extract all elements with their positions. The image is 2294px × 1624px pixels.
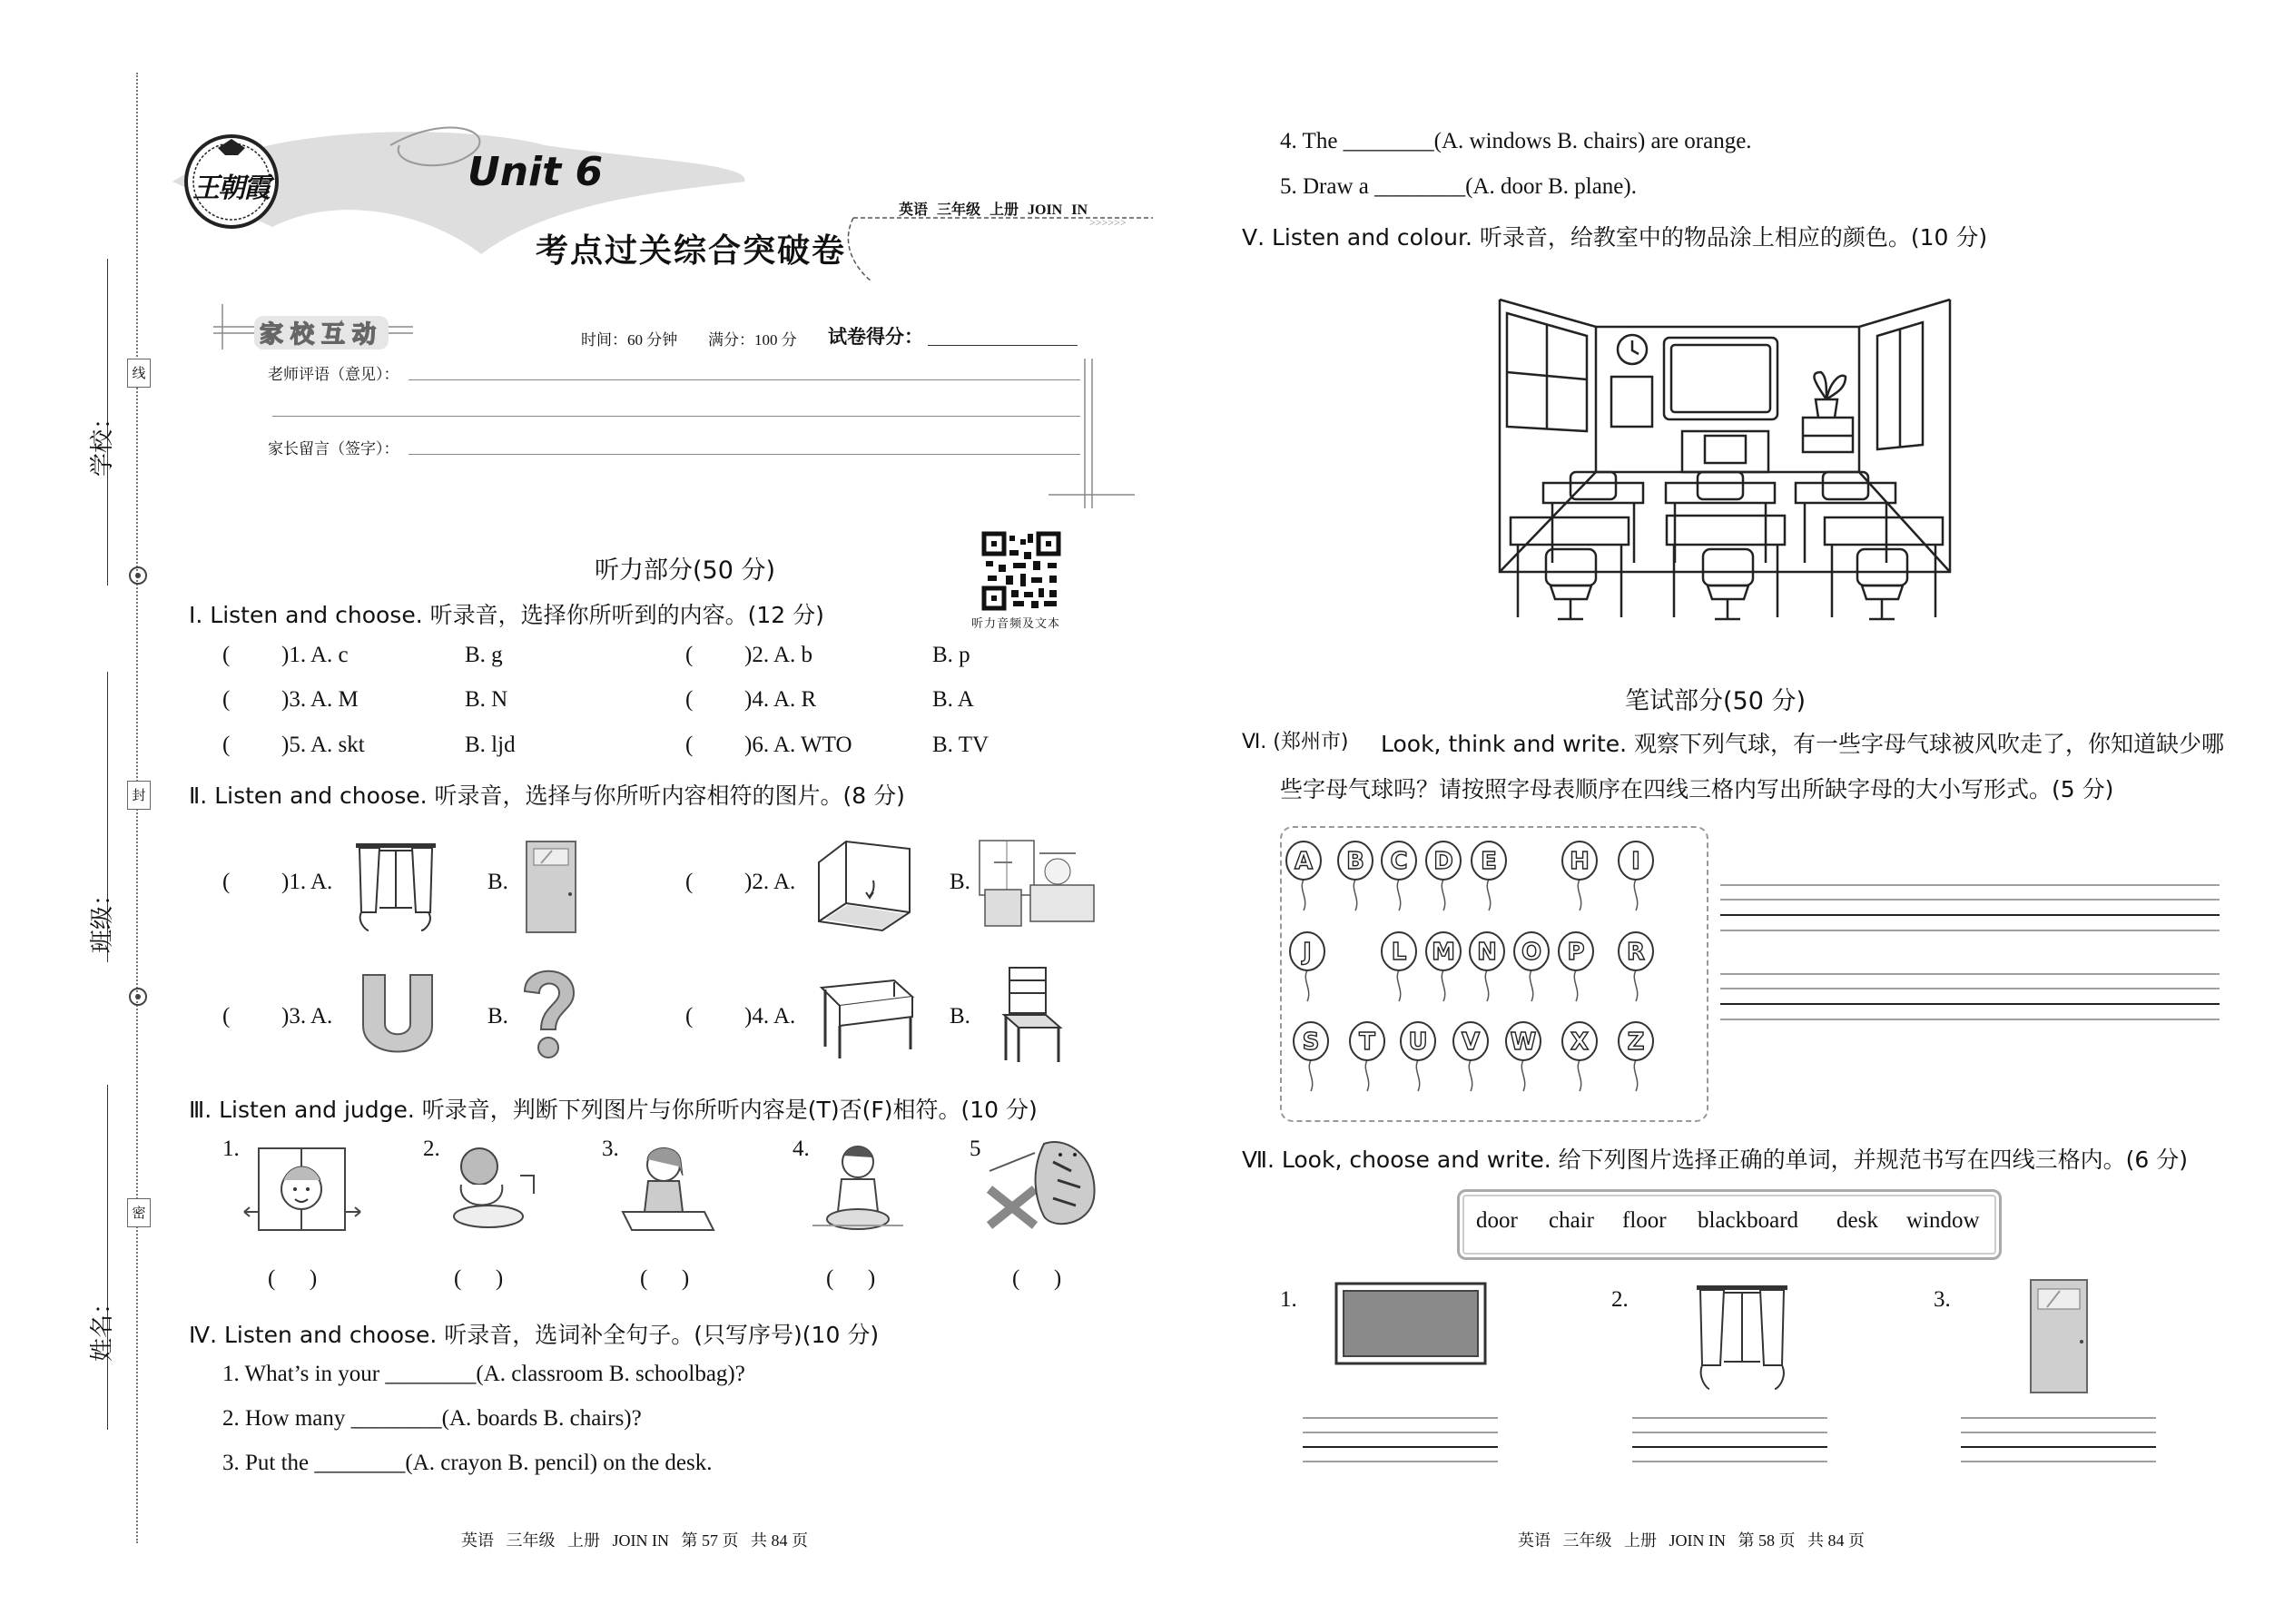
s7-num-1: 1. (1280, 1287, 1297, 1312)
full-score: 满分：100 分 (708, 331, 797, 349)
section-6-title-2: 些字母气球吗？请按照字母表顺序在四线三格内写出所缺字母的大小写形式。(5 分) (1280, 776, 2114, 802)
s3-answer-2[interactable]: ( ) (454, 1266, 504, 1291)
balloon-W (1506, 1022, 1541, 1091)
s3-num-5: 5 (970, 1137, 981, 1161)
q1-3-paren[interactable]: ( (222, 687, 231, 712)
q1-5: )5. A. skt (281, 733, 365, 757)
section-7-title: Ⅶ. Look, choose and write. 给下列图片选择正确的单词，并规范书写在四线三格内。(6 分) (1242, 1147, 2188, 1173)
section-6-prefix: Ⅵ. (郑州市) (1242, 731, 1349, 753)
s3-num-3: 3. (602, 1137, 619, 1161)
banner-jiaxiao: 家校互动 (254, 316, 389, 349)
window-curtain-picture (352, 840, 439, 935)
room-cube-picture (810, 840, 914, 935)
q2-1: )1. A. (281, 870, 333, 894)
balloon-group (1280, 826, 1707, 1126)
section-4-title: Ⅳ. Listen and choose. 听录音，选词补全句子。(只写序号)(10 分) (189, 1322, 880, 1348)
question-mark-picture (517, 964, 581, 1064)
balloon-letter-H: H (1570, 848, 1590, 875)
word-blackboard: blackboard (1698, 1208, 1799, 1233)
score-label: 试卷得分： (828, 326, 923, 348)
word-window: window (1906, 1208, 1980, 1233)
q2-3-b-label: B. (487, 1004, 508, 1029)
s3-num-1: 1. (222, 1137, 240, 1161)
balloon-letter-L: L (1391, 939, 1407, 966)
book-info: 英语 三年级 上册 JOIN IN (899, 202, 1088, 218)
parent-line (409, 454, 1080, 455)
q1-1-b: B. g (465, 643, 503, 667)
q1-5-b: B. ljd (465, 733, 516, 757)
exam-subtitle: 考点过关综合突破卷 (536, 232, 847, 269)
score-line (928, 345, 1078, 346)
balloon-C (1382, 842, 1416, 910)
boy-window-picture (241, 1139, 363, 1239)
door-picture-2 (2029, 1278, 2092, 1396)
balloon-letter-J: J (1303, 939, 1312, 966)
q2-4: )4. A. (744, 1004, 796, 1029)
school-label: 学校： (89, 405, 116, 477)
girl-drawing-picture (614, 1139, 718, 1239)
qr-caption: 听力音频及文本 (971, 616, 1061, 630)
q1-2-paren[interactable]: ( (685, 643, 694, 667)
word-chair: chair (1549, 1208, 1594, 1233)
balloon-letter-Z: Z (1627, 1029, 1645, 1056)
letter-u-picture (352, 969, 443, 1065)
balloon-I (1619, 842, 1653, 910)
balloon-V (1453, 1022, 1488, 1091)
writing-grid-s7-2[interactable] (1632, 1416, 1827, 1480)
s4-sentence-2: 2. How many ________(A. boards B. chairs)? (222, 1406, 642, 1431)
balloon-letter-I: I (1631, 848, 1640, 875)
door-picture (525, 840, 579, 935)
balloon-letter-S: S (1302, 1029, 1320, 1056)
word-floor: floor (1622, 1208, 1667, 1233)
s3-answer-3[interactable]: ( ) (640, 1266, 690, 1291)
q2-4-b-label: B. (950, 1004, 970, 1029)
seal-xian: 线 (127, 359, 151, 388)
q2-4-paren[interactable]: ( (685, 1004, 694, 1029)
balloon-S (1294, 1022, 1328, 1091)
balloon-letter-B: B (1346, 848, 1364, 875)
s7-num-2: 2. (1611, 1287, 1629, 1312)
chair-picture (999, 964, 1067, 1066)
balloon-J (1290, 932, 1324, 1001)
balloon-letter-N: N (1477, 939, 1497, 966)
writing-grid-s7-3[interactable] (1961, 1416, 2156, 1480)
q1-3-b: B. N (465, 687, 508, 712)
binding-rule-3 (107, 1085, 108, 1430)
section-6-title-1: Look, think and write. 观察下列气球，有一些字母气球被风吹走了，你知道缺少哪 (1381, 731, 2225, 757)
balloon-R (1619, 932, 1653, 1001)
balloon-B (1338, 842, 1373, 910)
q2-3: )3. A. (281, 1004, 333, 1029)
s3-num-2: 2. (423, 1137, 440, 1161)
balloon-Z (1619, 1022, 1653, 1091)
balloon-N (1470, 932, 1504, 1001)
balloon-letter-R: R (1626, 939, 1646, 966)
balloon-letter-P: P (1567, 939, 1585, 966)
class-label: 班级： (89, 881, 116, 953)
q1-1: )1. A. c (281, 643, 349, 667)
writing-grid-s6[interactable] (1720, 876, 2220, 1067)
balloon-E (1472, 842, 1506, 910)
q2-1-b-label: B. (487, 870, 508, 894)
q2-2-b-label: B. (950, 870, 970, 894)
writing-title: 笔试部分(50 分) (1625, 687, 1807, 715)
word-desk: desk (1836, 1208, 1878, 1233)
balloon-letter-M: M (1432, 939, 1455, 966)
q2-2-paren[interactable]: ( (685, 870, 694, 894)
q1-6: )6. A. WTO (744, 733, 852, 757)
q1-2: )2. A. b (744, 643, 812, 667)
q1-4-paren[interactable]: ( (685, 687, 694, 712)
section-5-title: Ⅴ. Listen and colour. 听录音，给教室中的物品涂上相应的颜色。(10 分) (1242, 224, 1988, 251)
footer-left: 英语 三年级 上册 JOIN IN 第 57 页 共 84 页 (461, 1531, 808, 1550)
q1-4-b: B. A (932, 687, 974, 712)
parent-comment-label: 家长留言（签字）： (268, 440, 399, 458)
q1-5-paren[interactable]: ( (222, 733, 231, 757)
section-3-title: Ⅲ. Listen and judge. 听录音，判断下列图片与你所听内容是(T)否(F)相符。(10 分) (189, 1097, 1038, 1123)
classroom-picture[interactable] (1496, 272, 1950, 622)
balloon-L (1382, 932, 1416, 1001)
time-info: 时间：60 分钟 (581, 331, 678, 349)
q1-4: )4. A. R (744, 687, 817, 712)
balloon-letter-W: W (1510, 1029, 1537, 1056)
writing-grid-s7-1[interactable] (1303, 1416, 1498, 1480)
s3-num-4: 4. (793, 1137, 810, 1161)
teacher-line-2 (272, 416, 1080, 417)
q1-6-b: B. TV (932, 733, 989, 757)
boy-tidying-picture (803, 1139, 912, 1239)
balloon-H (1562, 842, 1597, 910)
balloon-letter-T: T (1359, 1029, 1375, 1056)
q1-6-paren[interactable]: ( (685, 733, 694, 757)
teacher-comment-label: 老师评语（意见）： (268, 366, 399, 383)
balloon-letter-U: U (1408, 1029, 1428, 1056)
bedroom-picture (976, 835, 1098, 935)
balloon-A (1286, 842, 1321, 910)
balloon-letter-D: D (1433, 848, 1453, 875)
teacher-line-1 (409, 379, 1080, 380)
q2-1-paren[interactable]: ( (222, 870, 231, 894)
seal-feng: 封 (127, 781, 151, 810)
s4-sentence-4: 4. The ________(A. windows B. chairs) are orange. (1280, 129, 1752, 153)
s3-answer-4[interactable]: ( ) (826, 1266, 876, 1291)
balloon-letter-E: E (1481, 848, 1497, 875)
balloon-letter-X: X (1570, 1029, 1590, 1056)
desk-picture (812, 969, 917, 1060)
s3-answer-1[interactable]: ( ) (268, 1266, 318, 1291)
unit-title: Unit 6 (468, 149, 604, 195)
balloon-letter-O: O (1521, 939, 1542, 966)
balloon-D (1426, 842, 1461, 910)
q1-2-b: B. p (932, 643, 970, 667)
window-picture (1693, 1282, 1793, 1395)
binding-circles (125, 563, 153, 1017)
q1-3: )3. A. M (281, 687, 359, 712)
tiger-picture (980, 1135, 1103, 1236)
balloon-letter-V: V (1461, 1029, 1481, 1056)
s4-sentence-5: 5. Draw a ________(A. door B. plane). (1280, 174, 1637, 199)
balloon-X (1562, 1022, 1597, 1091)
word-door: door (1476, 1208, 1518, 1233)
balloon-M (1426, 932, 1461, 1001)
s4-sentence-1: 1. What’s in your ________(A. classroom B. schoolbag)? (222, 1362, 745, 1386)
balloon-letter-A: A (1294, 848, 1314, 875)
s3-answer-5[interactable]: ( ) (1012, 1266, 1062, 1291)
section-1-title: Ⅰ. Listen and choose. 听录音，选择你所听到的内容。(12 分) (189, 602, 824, 628)
q2-3-paren[interactable]: ( (222, 1004, 231, 1029)
s7-num-3: 3. (1934, 1287, 1951, 1312)
q2-2: )2. A. (744, 870, 796, 894)
blackboard-picture (1334, 1282, 1489, 1368)
footer-right: 英语 三年级 上册 JOIN IN 第 58 页 共 84 页 (1518, 1531, 1865, 1550)
logo-text: 王朝霞 (192, 173, 269, 203)
boy-washing-picture (434, 1139, 543, 1239)
balloon-O (1514, 932, 1549, 1001)
seal-mi: 密 (127, 1198, 151, 1227)
name-label: 姓名： (89, 1290, 116, 1362)
balloon-T (1350, 1022, 1384, 1091)
qr-code-icon[interactable] (982, 532, 1060, 610)
balloon-U (1401, 1022, 1435, 1091)
balloon-letter-C: C (1390, 848, 1408, 875)
section-2-title: Ⅱ. Listen and choose. 听录音，选择与你所听内容相符的图片。(8 分) (189, 782, 905, 809)
s4-sentence-3: 3. Put the ________(A. crayon B. pencil) on the desk. (222, 1451, 713, 1475)
book-info-arrows: >>>>>> (1089, 216, 1127, 229)
listening-title: 听力部分(50 分) (595, 556, 776, 585)
q1-1-paren[interactable]: ( (222, 643, 231, 667)
balloon-P (1559, 932, 1593, 1001)
